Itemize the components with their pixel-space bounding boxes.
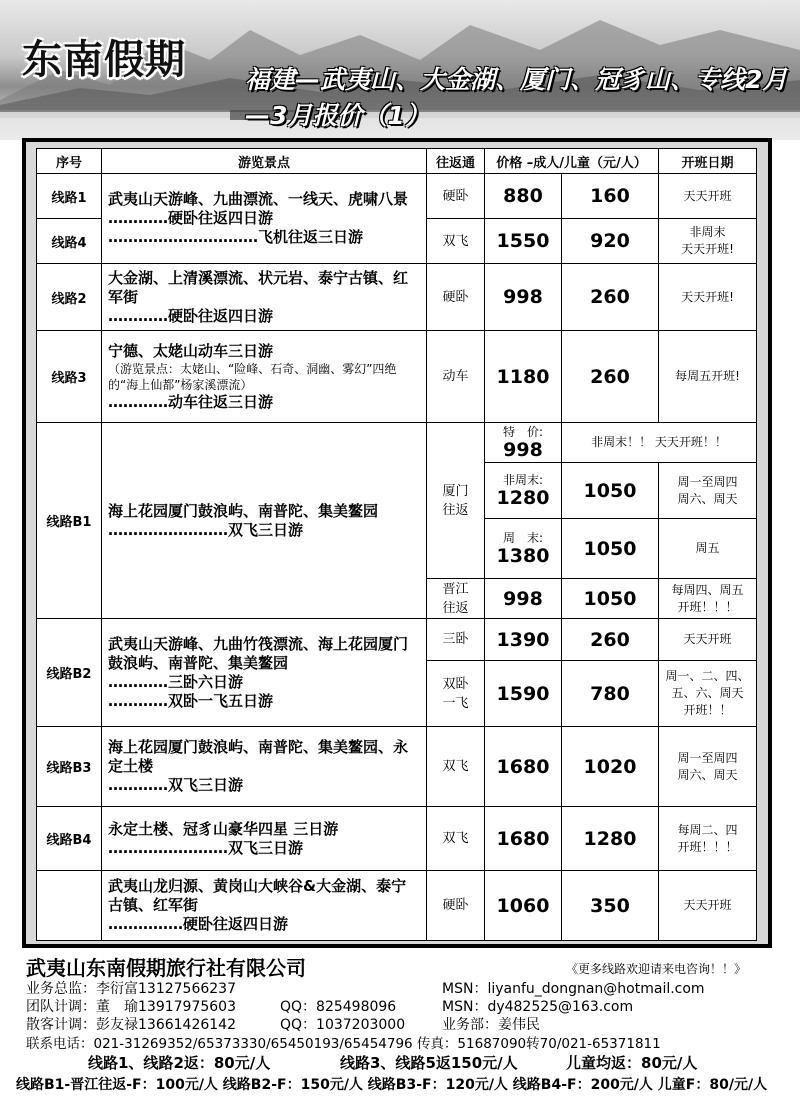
route-spots: [102, 423, 427, 619]
child-price: 350: [562, 871, 659, 941]
child-price: 260: [562, 331, 659, 423]
route-no: 线路4: [37, 219, 102, 264]
route-spots: [102, 871, 427, 941]
route-spots: [102, 331, 427, 423]
spots-text: 海上花园厦门鼓浪屿、南普陀、集美鳌园、永定土楼: [108, 738, 409, 775]
trip-text: ……………………双飞三日游: [108, 838, 304, 857]
transport: 双飞: [427, 219, 485, 264]
adult-price: 1060: [485, 871, 562, 941]
company-name: 武夷山东南假期旅行社有限公司: [26, 956, 306, 980]
adult-price: 1550: [485, 219, 562, 264]
schedule: 天天开班: [659, 174, 757, 219]
rebate-line: 儿童均返：80元/人: [566, 1054, 698, 1072]
adult-price: 1390: [485, 619, 562, 661]
transport: [427, 423, 485, 579]
price-value: 1280: [496, 486, 550, 509]
trip-text: …………硬卧往返四日游: [108, 306, 274, 325]
contact-line: [26, 1014, 236, 1034]
route-no: 线路B3: [37, 727, 102, 807]
adult-price: 1680: [485, 807, 562, 871]
brand-logo-text: 东南假期: [22, 37, 186, 83]
child-price: 1050: [562, 519, 659, 579]
more-routes-note: 《更多线路欢迎请来电咨询！！》: [566, 962, 747, 976]
child-price: 780: [562, 661, 659, 727]
special-price: [485, 423, 562, 463]
transport: 动车: [427, 331, 485, 423]
phone-fax: 联系电话：021-31269352/65373330/65450193/65454796 传真：51687090转70/021-65371811: [26, 1036, 661, 1052]
table-row: [37, 727, 757, 807]
transport: [427, 661, 485, 727]
child-price: 160: [562, 174, 659, 219]
transport-line: 双卧: [442, 676, 469, 692]
spots-text: 武夷山天游峰、九曲竹筏漂流、海上花园厦门鼓浪屿、南普陀、集美鳌园: [108, 634, 409, 672]
transport-line: 厦门: [442, 483, 469, 499]
transport: 三卧: [427, 619, 485, 661]
trip-text: …………三卧六日游: [108, 672, 244, 691]
child-price: 1050: [562, 579, 659, 619]
price-value: 1380: [496, 544, 550, 567]
schedule-line: 开班！！: [683, 703, 732, 717]
spots-text: 永定土楼、冠豸山豪华四星 三日游: [108, 819, 339, 838]
transport-line: 往返: [442, 502, 469, 518]
spots-text: 武夷山天游峰、九曲漂流、一线天、虎啸八景: [108, 190, 409, 208]
adult-price: 1180: [485, 331, 562, 423]
route-no: 线路1: [37, 174, 102, 219]
schedule-line: 周一、二、四、: [665, 669, 750, 683]
trip-text: ……………硬卧往返四日游: [108, 915, 289, 933]
spots-text: 宁德、太姥山动车三日游: [108, 341, 274, 360]
route-no: [37, 871, 102, 941]
header-price: 价格 –成人/儿童（元/人）: [485, 149, 659, 174]
table-row: [37, 174, 757, 219]
schedule-line: 开班！！！: [677, 839, 738, 854]
header-spots: 游览景点: [102, 149, 427, 174]
route-no: 线路3: [37, 331, 102, 423]
adult-price: 880: [485, 174, 562, 219]
spots-detail: （游览景点：太姥山、“险峰、石奇、洞幽、雾幻”四绝的“海上仙都”杨家溪漂流）: [108, 361, 397, 392]
page-headline: 福建—武夷山、大金湖、厦门、冠豸山、专线2月—3月报价（1）: [245, 65, 788, 130]
header-banner: [0, 0, 800, 140]
schedule: [659, 579, 757, 619]
contact-line: [26, 996, 236, 1016]
transport-line: 往返: [442, 600, 469, 616]
header-transport: 往返通: [427, 149, 485, 174]
qq-contact: QQ：1037203000: [280, 1017, 406, 1033]
child-price: 260: [562, 619, 659, 661]
transport: 硬卧: [427, 264, 485, 331]
trip-text: …………双飞三日游: [108, 776, 244, 794]
child-price: 1050: [562, 463, 659, 519]
price-table: [36, 148, 757, 941]
rebate-line: 线路1、线路2返：80元/人: [88, 1054, 271, 1072]
transport-line: 一飞: [442, 695, 469, 711]
business-dept: 业务部：姜伟民: [442, 1017, 540, 1033]
schedule-line: 每周二、四: [677, 822, 738, 837]
transport: 硬卧: [427, 174, 485, 219]
child-price: 1280: [562, 807, 659, 871]
msn-contact: MSN：liyanfu_dongnan@hotmail.com: [442, 981, 705, 997]
adult-price: 998: [485, 579, 562, 619]
schedule: [659, 219, 757, 264]
header-no: 序号: [37, 149, 102, 174]
qq-contact: QQ：825498096: [280, 999, 397, 1015]
contact-line: [442, 996, 633, 1016]
price-label: 周 末:: [502, 530, 544, 545]
contact-line: [442, 978, 705, 998]
schedule-line: 周六、周天: [677, 767, 738, 782]
schedule-line: 开班！！！: [677, 599, 738, 614]
schedule-line: 五、六、周天: [671, 686, 744, 700]
child-price: 1020: [562, 727, 659, 807]
transport: 双飞: [427, 727, 485, 807]
schedule-line: 周六、周天: [677, 491, 738, 506]
trip-text: …………双卧一飞五日游: [108, 691, 274, 710]
table-row: [37, 264, 757, 331]
schedule: 周五: [659, 519, 757, 579]
route-spots: [102, 174, 427, 264]
price-value: 998: [503, 438, 543, 461]
schedule: [659, 807, 757, 871]
schedule-line: 周一至周四: [677, 750, 738, 765]
route-no: 线路B2: [37, 619, 102, 727]
group-planner: 团队计调：董 瑜13917975603: [26, 999, 236, 1015]
route-spots: [102, 727, 427, 807]
trip-text: …………动车往返三日游: [108, 392, 274, 411]
transport: 双飞: [427, 807, 485, 871]
schedule: 非周末！！ 天天开班！！: [562, 423, 757, 463]
contact-line: [26, 1032, 661, 1052]
route-spots: [102, 807, 427, 871]
schedule: [659, 727, 757, 807]
msn-contact: MSN：dy482525@163.com: [442, 999, 634, 1015]
price-label: 特 价:: [502, 424, 544, 439]
schedule-line: 每周四、周五: [671, 582, 744, 597]
table-row: [37, 619, 757, 661]
schedule: 天天开班: [659, 871, 757, 941]
route-no: 线路B4: [37, 807, 102, 871]
individual-planner: 散客计调：彭友禄13661426142: [26, 1017, 236, 1033]
route-no: 线路2: [37, 264, 102, 331]
contact-line: [442, 1014, 540, 1034]
route-spots: [102, 619, 427, 727]
table-row: [37, 871, 757, 941]
price-table-frame: [22, 138, 772, 948]
route-no: 线路B1: [37, 423, 102, 619]
route-spots: [102, 264, 427, 331]
schedule: 每周五开班!: [659, 331, 757, 423]
table-header-row: [37, 149, 757, 174]
contact-line: [280, 1014, 405, 1034]
rebate-line: 线路B1-晋江往返-F：100元/人 线路B2-F：150元/人 线路B3-F：120元/人 线路B4-F：200元/人 儿童F：80/元/人: [16, 1077, 768, 1093]
schedule: 天天开班!: [659, 264, 757, 331]
transport: [427, 579, 485, 619]
schedule: [659, 463, 757, 519]
contact-line: [280, 996, 396, 1016]
schedule-line: 周一至周四: [677, 474, 738, 489]
table-row: [37, 807, 757, 871]
adult-price: 1590: [485, 661, 562, 727]
trip-text: ……………………双飞三日游: [108, 520, 304, 539]
price-label: 非周末:: [502, 472, 544, 487]
adult-price: [485, 463, 562, 519]
child-price: 260: [562, 264, 659, 331]
trip-text: …………………………飞机往返三日游: [108, 228, 364, 246]
header-dates: 开班日期: [659, 149, 757, 174]
child-price: 920: [562, 219, 659, 264]
rebate-line: 线路3、线路5返150元/人: [340, 1054, 518, 1072]
adult-price: [485, 519, 562, 579]
contact-line: [26, 978, 236, 998]
table-row: [37, 331, 757, 423]
adult-price: 998: [485, 264, 562, 331]
transport: 硬卧: [427, 871, 485, 941]
trip-text: …………硬卧往返四日游: [108, 209, 274, 227]
adult-price: 1680: [485, 727, 562, 807]
table-row: [37, 423, 757, 463]
transport-line: 晋江: [442, 581, 469, 597]
spots-text: 武夷山龙归源、黄岗山大峡谷&大金湖、泰宁古镇、红军街: [108, 877, 407, 914]
spots-text: 海上花园厦门鼓浪屿、南普陀、集美鳌园: [108, 501, 379, 520]
spots-text: 大金湖、上清溪漂流、状元岩、泰宁古镇、红军街: [108, 268, 409, 306]
schedule: 天天开班: [659, 619, 757, 661]
schedule: [659, 661, 757, 727]
schedule-line: 天天开班!: [681, 242, 734, 256]
business-director: 业务总监：李衍富13127566237: [26, 981, 236, 997]
schedule-line: 非周末: [689, 225, 726, 239]
